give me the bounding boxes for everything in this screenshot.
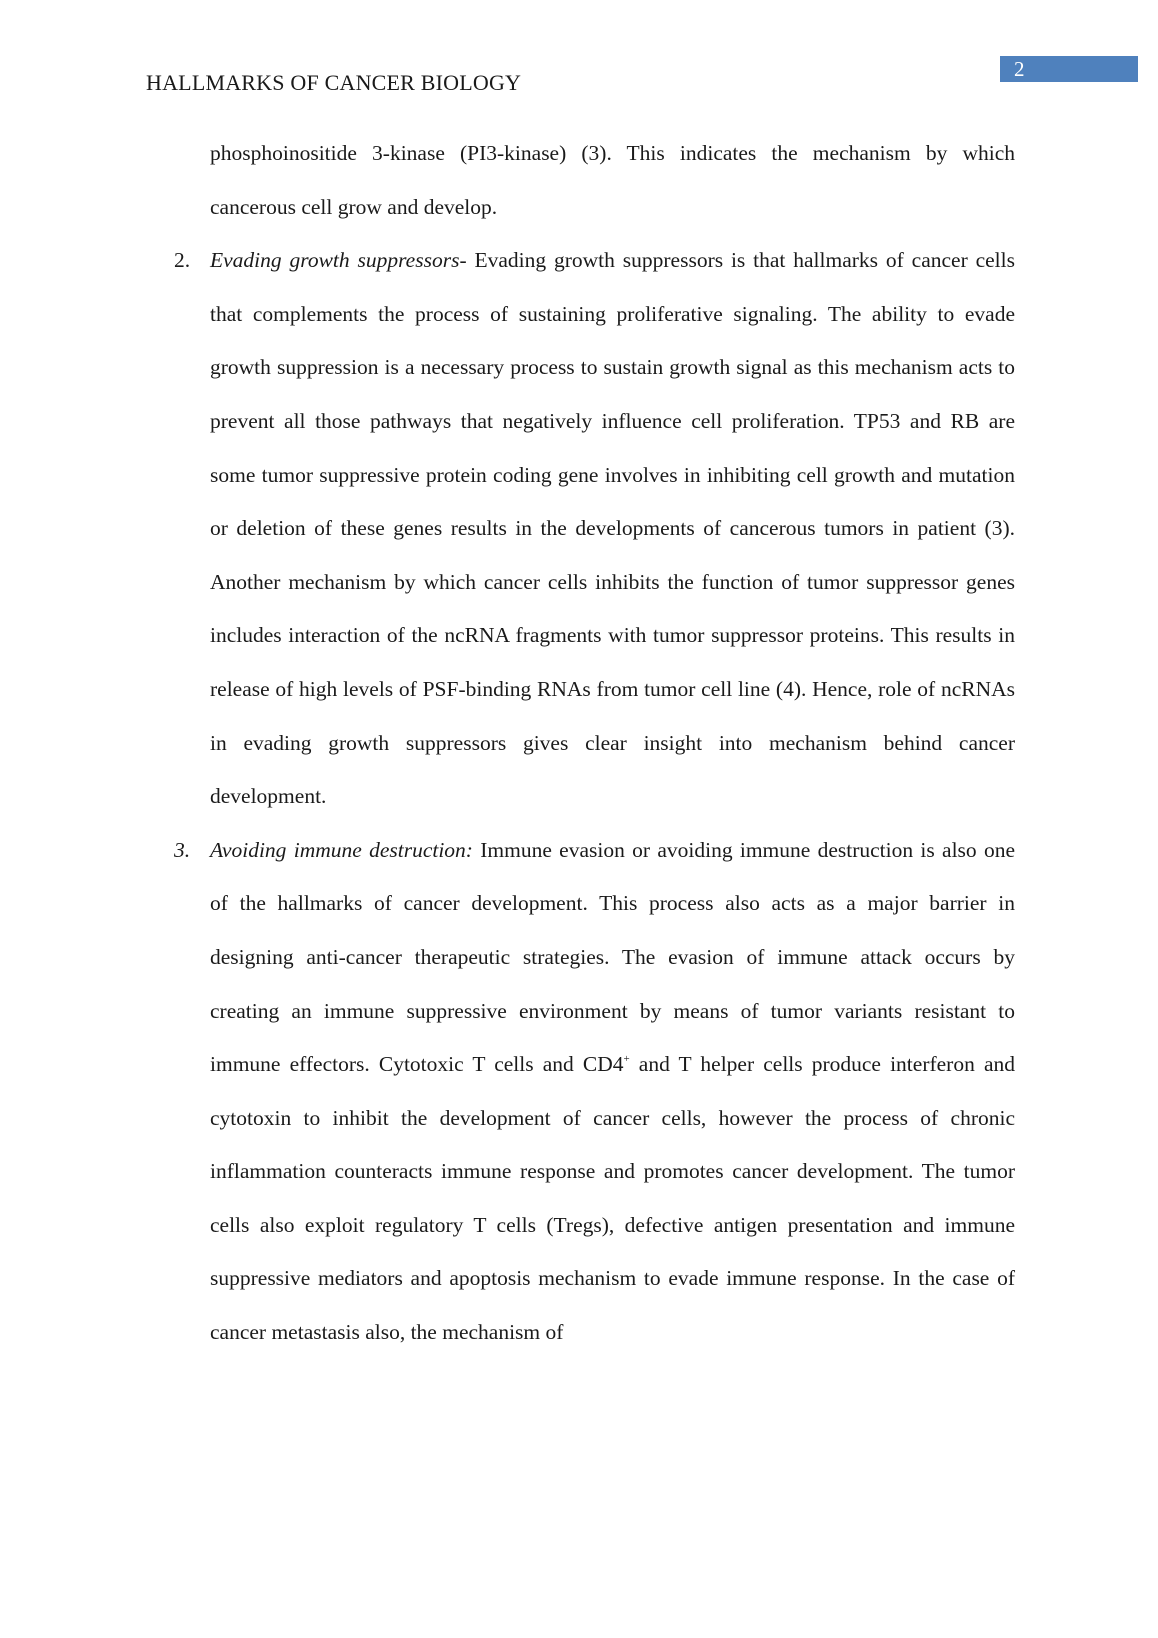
continued-paragraph: phosphoinositide 3-kinase (PI3-kinase) (3). This indicates the mechanism by which cancerous cell grow and develop. [210,141,1015,219]
list-item-heading: Avoiding immune destruction: [210,837,473,862]
list-item-body: Evading growth suppressors is that hallmarks of cancer cells that complements the process of sustaining proliferative signaling. The ability to evade growth suppression is a necessary process to sustain growth signal as this mechanism acts to prevent all those pathways that negatively influence cell proliferation. TP53 and RB are some tumor suppressive protein coding gene involves in inhibiting cell growth and mutation or deletion of these genes results in the developments of cancerous tumors in patient (3). Another mechanism by which cancer cells inhibits the function of tumor suppressor genes includes interaction of the ncRNA fragments with tumor suppressor proteins. This results in release of high levels of PSF-binding RNAs from tumor cell line (4). Hence, role of ncRNAs in evading growth suppressors gives clear insight into mechanism behind cancer development. [210,248,1015,809]
list-item-paragraph [210,234,1015,824]
list-item-heading: Evading growth suppressors [210,248,460,273]
list-number: 3. [174,837,191,862]
header-title: HALLMARKS OF CANCER BIOLOGY [146,70,522,95]
list-number: 2. [174,248,191,273]
list-item-body: Immune evasion or avoiding immune destruction is also one of the hallmarks of cancer development. This process also acts as a major barrier in designing anti-cancer therapeutic strategies. The evasion of immune attack occurs by creating an immune suppressive environment by means of tumor variants resistant to immune effectors. Cytotoxic T cells and CD4 [210,837,1015,1077]
heading-separator: - [459,248,475,273]
list-item-body-continued: and T helper cells produce interferon and cytotoxin to inhibit the development of cancer cells, however the process of chronic inflammation counteracts immune response and promotes cancer development. The tumor cells also exploit regulatory T cells (Tregs), defective antigen presentation and immune suppressive mediators and apoptosis mechanism to evade immune response. In the case of cancer metastasis also, the mechanism of [210,1052,1015,1345]
superscript: + [623,1053,630,1066]
list-item-avoiding-immune-destruction [174,824,1015,1360]
list-item-evading-growth-suppressors [174,234,1015,824]
page-number: 2 [1000,56,1138,82]
list-item-paragraph [210,824,1015,1360]
document-body [174,127,1015,1360]
